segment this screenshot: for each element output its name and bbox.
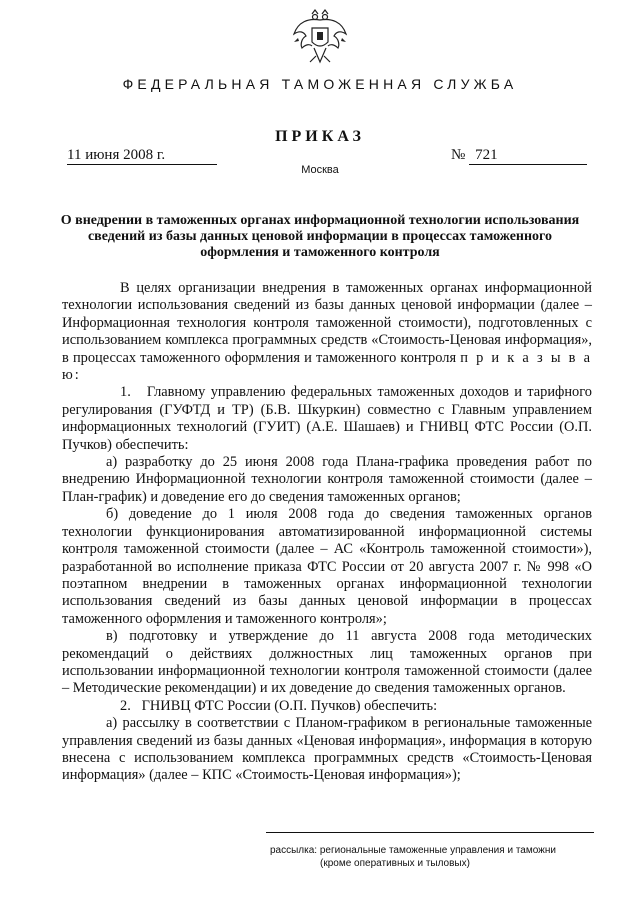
distribution-note: [270, 844, 600, 870]
order-number: [451, 146, 591, 165]
command-word: п р и к а з ы в а ю:: [62, 349, 592, 384]
intro-text: В целях организации внедрения в таможенных органах информационной технологии использования сведений из базы данных ценовой информации (далее – Информационная технология контроля таможенной стоимости), подготовленных с использованием комплекса программных средств «Стоимость-Ценовая информация», в процессах таможенного оформления и таможенного контроля: [62, 280, 592, 366]
order-city: Москва: [301, 164, 339, 176]
coat-of-arms-emblem: [290, 8, 350, 66]
order-date: 11 июня 2008 г.: [67, 147, 217, 165]
paragraph-2: 2. ГНИВЦ ФТС России (О.П. Пучков) обеспечить:: [120, 697, 438, 714]
distribution-line-2: (кроме оперативных и тыловых): [320, 858, 470, 869]
distribution-line-1: рассылка: региональные таможенные управления и таможни: [270, 845, 556, 856]
paragraph-2a: а) рассылку в соответствии с Планом-графиком в региональные таможенные управления сведений из базы данных «Ценовая информация», информация в которую внесена с использованием комплекса программных средств «Стоимость-Ценовая информация» (далее – КПС «Стоимость-Ценовая информация»);: [62, 715, 592, 784]
paragraph-1: 1. Главному управлению федеральных таможенных доходов и тарифного регулирования (ГУФТД и ТР) (Б.В. Шкуркин) совместно с Главным управлением информационных технологий (ГУИТ) (А.Е. Шашаев) и ГНИВЦ ФТС России (О.П. Пучков) обеспечить:: [62, 384, 592, 453]
document-type: ПРИКАЗ: [275, 128, 365, 145]
document-body: [62, 280, 592, 785]
footer-divider: [266, 832, 594, 833]
intro-paragraph: [62, 280, 592, 384]
paragraph-1b: б) доведение до 1 июля 2008 года до сведения таможенных органов технологии функционирования автоматизированной информационной системы контроля таможенной стоимости (далее – АС «Контроль таможенной стоимости»), разработанной во исполнение приказа ФТС России от 20 августа 2007 г. № 998 «О поэтапном внедрении в таможенных органах информационной технологии использования сведений из базы данных ценовой информации в процессах таможенного оформления и таможенного контроля»;: [62, 506, 592, 627]
paragraph-1a: а) разработку до 25 июня 2008 года Плана-графика проведения работ по внедрению Информационной технологии контроля таможенной стоимости (далее – План-график) и доведение его до сведения таможенных органов;: [62, 454, 592, 505]
number-value: 721: [469, 146, 587, 165]
document-title: О внедрении в таможенных органах информационной технологии использования сведений из базы данных ценовой информации в процессах таможенного оформления и таможенного контроля: [60, 213, 580, 260]
paragraph-1c: в) подготовку и утверждение до 11 августа 2008 года методических рекомендаций о действиях должностных лиц таможенных органов при использовании информационной технологии контроля таможенной стоимости (далее – Методические рекомендации) и их доведение до сведения таможенных органов.: [62, 628, 592, 697]
number-sign: №: [451, 147, 466, 163]
agency-name: ФЕДЕРАЛЬНАЯ ТАМОЖЕННАЯ СЛУЖБА: [122, 76, 518, 92]
